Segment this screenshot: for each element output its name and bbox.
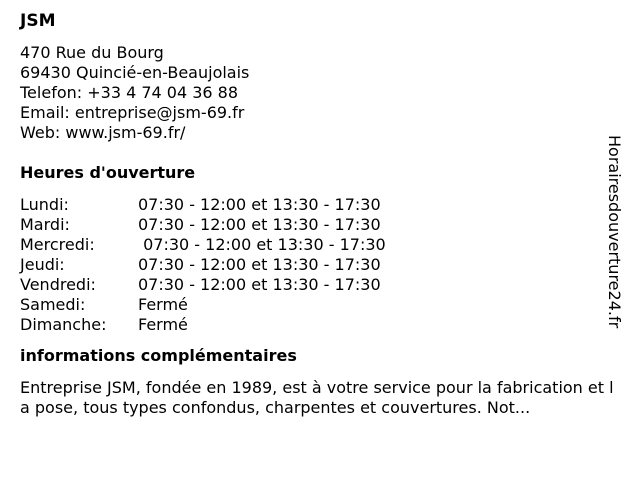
hours-row bbox=[20, 275, 610, 295]
business-name: JSM bbox=[20, 11, 56, 31]
street-address: 470 Rue du Bourg bbox=[20, 43, 164, 62]
website-line: Web: www.jsm-69.fr/ bbox=[20, 123, 186, 142]
hours-table bbox=[20, 195, 610, 335]
day-hours: 07:30 - 12:00 et 13:30 - 17:30 bbox=[138, 275, 381, 294]
day-hours: 07:30 - 12:00 et 13:30 - 17:30 bbox=[138, 195, 381, 214]
hours-row bbox=[20, 235, 610, 255]
day-hours: 07:30 - 12:00 et 13:30 - 17:30 bbox=[138, 215, 381, 234]
email-line: Email: entreprise@jsm-69.fr bbox=[20, 103, 245, 122]
day-hours: 07:30 - 12:00 et 13:30 - 17:30 bbox=[138, 255, 381, 274]
hours-row bbox=[20, 215, 610, 235]
day-hours: Fermé bbox=[138, 315, 188, 334]
day-label: Samedi: bbox=[20, 295, 86, 314]
address-block bbox=[20, 43, 610, 143]
day-label: Vendredi: bbox=[20, 275, 96, 294]
day-label: Jeudi: bbox=[20, 255, 65, 274]
business-card bbox=[20, 10, 614, 418]
info-description: Entreprise JSM, fondée en 1989, est à votre service pour la fabrication et la pose, tous types confondus, charpentes et couvertures. Not... bbox=[20, 378, 614, 417]
hours-row bbox=[20, 255, 610, 275]
hours-row bbox=[20, 195, 610, 215]
side-brand-watermark: Horairesdouverture24.fr bbox=[605, 135, 624, 329]
day-label: Dimanche: bbox=[20, 315, 107, 334]
hours-title: Heures d'ouverture bbox=[20, 163, 196, 182]
info-title: informations complémentaires bbox=[20, 346, 297, 365]
day-label: Lundi: bbox=[20, 195, 69, 214]
postal-city: 69430 Quincié-en-Beaujolais bbox=[20, 63, 250, 82]
day-hours: Fermé bbox=[138, 295, 188, 314]
phone-line: Telefon: +33 4 74 04 36 88 bbox=[20, 83, 239, 102]
day-label: Mardi: bbox=[20, 215, 70, 234]
day-hours: 07:30 - 12:00 et 13:30 - 17:30 bbox=[138, 235, 386, 254]
hours-row bbox=[20, 315, 610, 335]
hours-row bbox=[20, 295, 610, 315]
day-label: Mercredi: bbox=[20, 235, 95, 254]
